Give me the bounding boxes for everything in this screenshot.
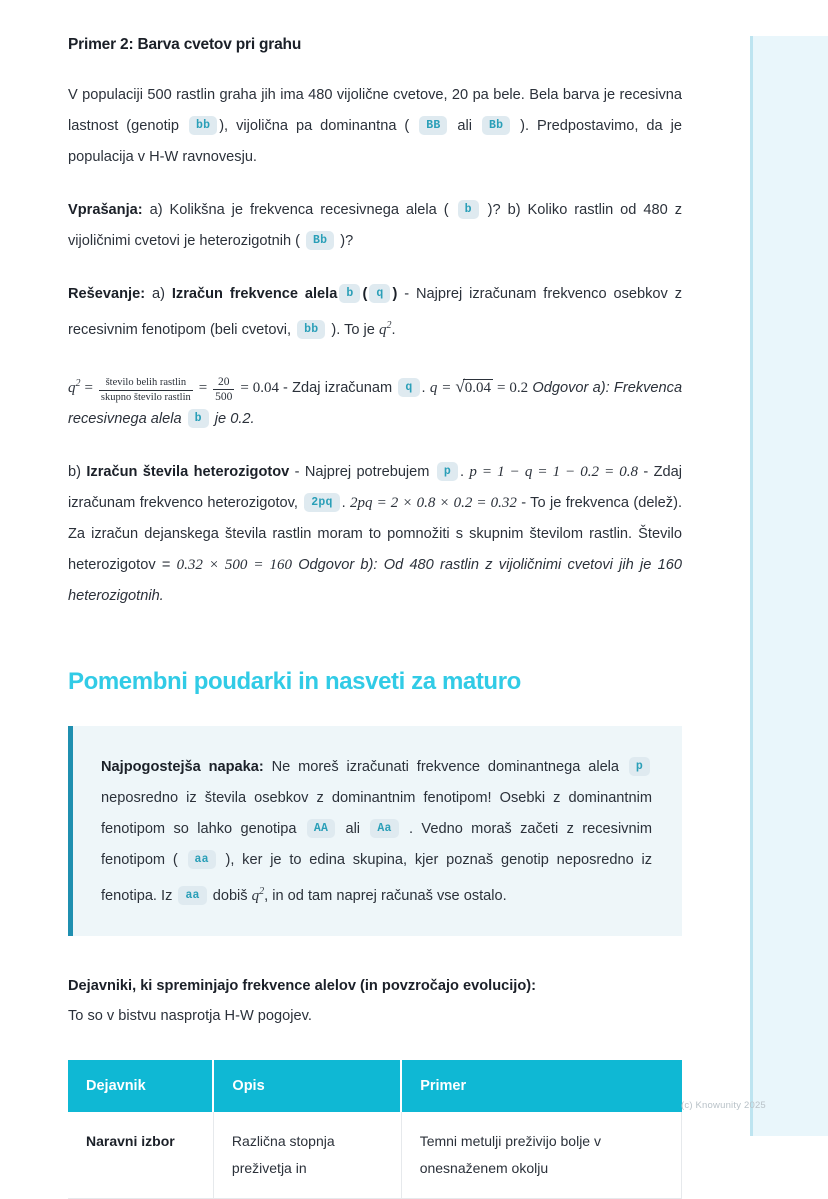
fraction-numerator: število belih rastlin xyxy=(99,377,193,391)
cell-primer: Temni metulji preživijo bolje v onesnaženem okolju xyxy=(401,1112,681,1199)
chip-p-callout: p xyxy=(629,757,650,776)
column-header-dejavnik: Dejavnik xyxy=(68,1060,213,1112)
chip-p: p xyxy=(437,462,458,481)
math-heterozygote-count: 0.32 × 500 = 160 xyxy=(176,557,292,573)
chip-Bb-question: Bb xyxy=(306,231,334,250)
factors-subline: To so v bistvu nasprotja H-W pogojev. xyxy=(68,1008,312,1024)
intro-paragraph xyxy=(68,80,682,173)
intro-text-4: ). Predpostavimo, da je populacija v H-W ravnovesju. xyxy=(68,118,682,165)
chip-b-solution: b xyxy=(339,284,360,303)
cell-opis: Različna stopnja preživetja in xyxy=(213,1112,401,1199)
solution-b-text-3: . xyxy=(459,464,470,480)
table-body xyxy=(68,1112,682,1199)
intro-text-1: V populaciji 500 rastlin graha jih ima 480 vijolične cvetove, 20 pa bele. Bela barva je recesivna lastnost (genotip xyxy=(68,87,682,134)
factors-heading: Dejavniki, ki spreminjajo frekvence alelov (in povzročajo evolucijo): xyxy=(68,978,536,994)
solution-a-text-1: a) xyxy=(145,286,172,302)
solution-b-bold-1: Izračun števila heterozigotov xyxy=(86,464,290,480)
table-header-row xyxy=(68,1060,682,1112)
formula-q-squared: $q^2$ = $\frac{\text{število belih rastlin}}{\text{skupno število rastlin}}$ = $\frac{20}{500}$ = 0.04 xyxy=(68,376,280,403)
chip-aa-second: aa xyxy=(178,886,206,905)
chip-b-answer: b xyxy=(188,409,209,428)
paren-open: ( xyxy=(362,286,368,302)
chip-q-second: q xyxy=(398,378,419,397)
questions-text-3: )? xyxy=(336,233,354,249)
callout-text-7: , in od tam naprej računaš vse ostalo. xyxy=(264,888,507,904)
sqrt-value: 0.04 xyxy=(464,380,491,396)
questions-paragraph xyxy=(68,195,682,257)
column-header-primer: Primer xyxy=(401,1060,681,1112)
solution-a-text-4: . xyxy=(391,322,396,338)
right-vertical-rule xyxy=(750,36,753,1136)
fraction-denominator: skupno število rastlin xyxy=(100,392,191,403)
section-title: Pomembni poudarki in nasveti za maturo xyxy=(68,668,521,695)
chip-aa: aa xyxy=(188,850,216,869)
factors-table xyxy=(68,1060,682,1199)
callout-text-1: Ne moreš izračunati frekvence dominantnega alela xyxy=(263,759,627,775)
chip-BB: BB xyxy=(419,116,447,135)
chip-Bb: Bb xyxy=(482,116,510,135)
formula-result: 0.04 xyxy=(252,380,280,396)
math-2pq-equation: 2pq = 2 × 0.8 × 0.2 = 0.32 xyxy=(350,495,517,511)
solution-b-text-2: - Najprej potrebujem xyxy=(289,464,435,480)
callout-label: Najpogostejša napaka: xyxy=(101,759,264,775)
callout-text-4: . Vedno moraš začeti z recesivnim fenotipom ( xyxy=(101,821,652,868)
chip-bb: bb xyxy=(189,116,217,135)
intro-text-3: ali xyxy=(449,118,480,134)
sqrt-expression: q = √0.04 = 0.2 xyxy=(430,380,528,396)
questions-text-2: )? b) Koliko rastlin od 480 z vijoličnimi cvetovi je heterozigotnih ( xyxy=(68,202,683,249)
intro-text-2: ), vijolična pa dominantna ( xyxy=(219,118,418,134)
callout-common-mistake xyxy=(68,726,682,936)
solution-a-text-3: ). To je xyxy=(327,322,379,338)
callout-paragraph xyxy=(101,752,652,912)
callout-text-5: ), ker je to edina skupina, kjer poznaš genotip neposredno iz fenotipa. Iz xyxy=(101,852,653,904)
answer-a-text-2: je 0.2. xyxy=(210,411,255,427)
formula-line xyxy=(68,368,682,435)
chip-Aa: Aa xyxy=(370,819,398,838)
solution-b-text-4: - Zdaj izračunam frekvenco heterozigotov, xyxy=(68,464,683,511)
chip-b: b xyxy=(458,200,479,219)
math-q-squared-callout: $q^2$ xyxy=(251,886,265,904)
cell-dejavnik: Naravni izbor xyxy=(68,1112,213,1199)
page-title: Primer 2: Barva cvetov pri grahu xyxy=(68,36,302,53)
chip-AA: AA xyxy=(307,819,335,838)
questions-label: Vprašanja: xyxy=(68,202,143,218)
sqrt-result: = 0.2 xyxy=(496,380,529,396)
answer-a-text-1: Odgovor a): Frekvenca recesivnega alela xyxy=(68,380,683,427)
watermark: (c) Knowunity 2025 xyxy=(681,1100,766,1111)
paren-close: ) xyxy=(392,286,398,302)
answer-b-text: Odgovor b): Od 480 rastlin z vijoličnimi cvetovi jih je 160 heterozigotnih. xyxy=(68,557,682,604)
fraction-labels xyxy=(99,377,193,404)
math-q-squared-inline: $q^2$ xyxy=(378,320,392,338)
math-p-equation: p = 1 − q = 1 − 0.2 = 0.8 xyxy=(469,464,639,480)
solution-label: Reševanje: xyxy=(68,286,146,302)
solution-a-bold-1: Izračun frekvence alela xyxy=(171,286,338,302)
fraction2-numerator: 20 xyxy=(213,376,234,390)
callout-text-6: dobiš xyxy=(208,888,252,904)
fraction2-denominator: 500 xyxy=(215,391,233,403)
solution-b-text-1: b) xyxy=(68,464,87,480)
solution-b-text-5: . xyxy=(341,495,351,511)
solution-a-text-2: - Najprej izračunam frekvenco osebkov z recesivnim fenotipom (beli cvetovi, xyxy=(68,286,682,338)
chip-bb-solution: bb xyxy=(297,320,325,339)
callout-text-3: ali xyxy=(337,821,369,837)
solution-b-text-6: - To je frekvenca (delež). Za izračun dejanskega števila rastlin moram to pomnožiti s skupnim številom rastlin. Število heterozigotov = xyxy=(68,495,683,573)
solution-a-paragraph xyxy=(68,279,682,346)
chip-2pq: 2pq xyxy=(304,493,339,512)
solution-a-text-6: . xyxy=(421,380,430,396)
solution-b-paragraph xyxy=(68,457,682,612)
table-row xyxy=(68,1112,682,1199)
column-header-opis: Opis xyxy=(213,1060,401,1112)
fraction-numbers xyxy=(213,376,234,403)
questions-text-1: a) Kolikšna je frekvenca recesivnega alela ( xyxy=(142,202,456,218)
solution-a-text-5: - Zdaj izračunam xyxy=(283,380,397,396)
sqrt-icon: √0.04 xyxy=(455,377,491,396)
chip-q: q xyxy=(369,284,390,303)
table-head xyxy=(68,1060,682,1112)
right-decorative-panel xyxy=(750,36,828,1136)
callout-text-2: neposredno iz števila osebkov z dominantnim fenotipom! Osebki z dominantnim fenotipom so lahko genotipa xyxy=(101,790,652,837)
